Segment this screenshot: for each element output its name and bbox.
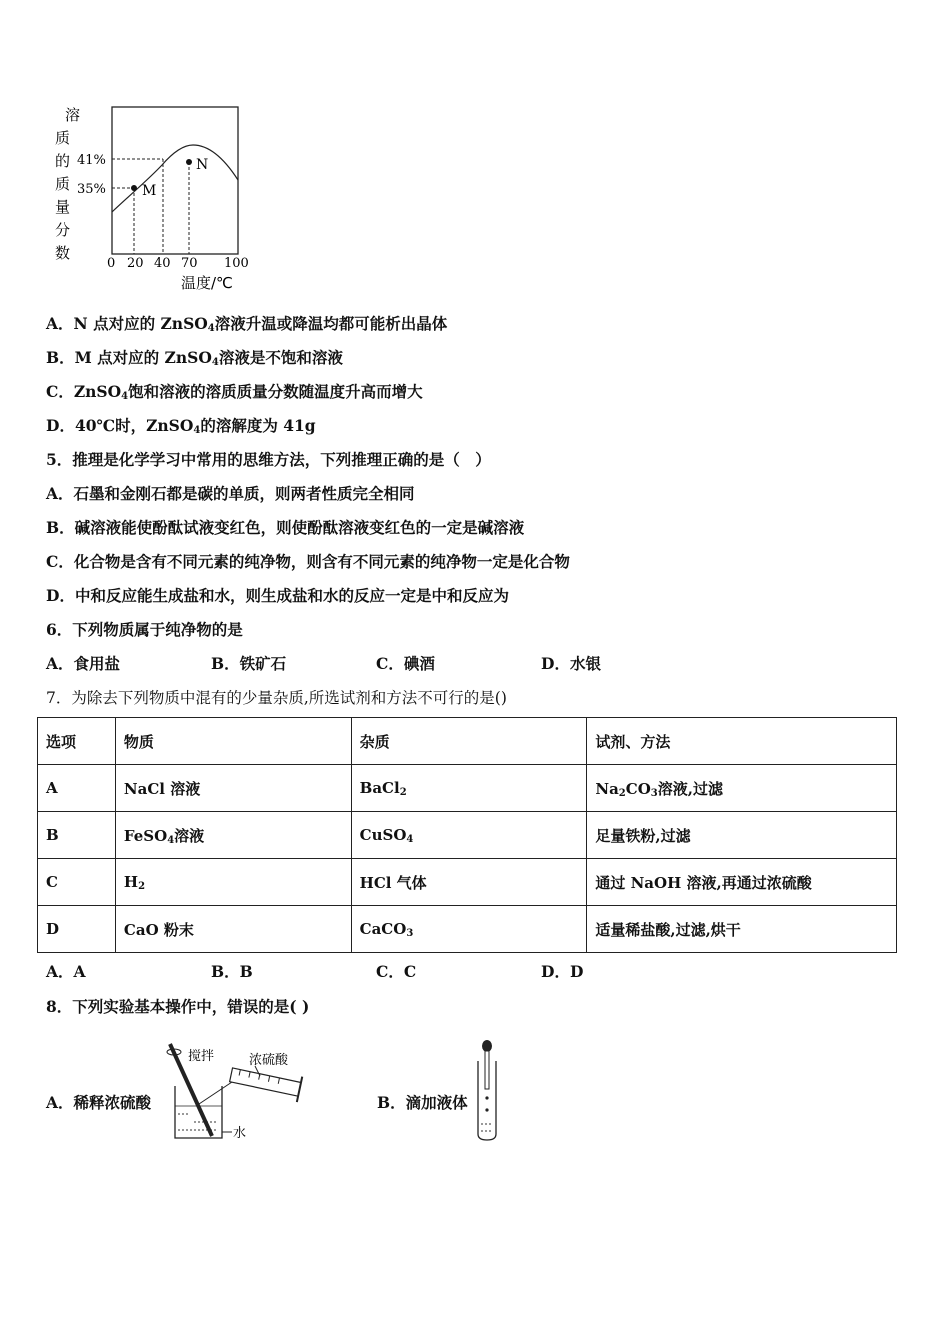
q4-option-d [46, 414, 316, 436]
ylabel-char-3: 质 [55, 175, 71, 193]
table-row [38, 906, 897, 953]
q6-option-a: A．食用盐 [46, 654, 121, 673]
solubility-chart [50, 100, 270, 304]
q4-a-pre: A．N 点对应的 ZnSO [46, 314, 208, 333]
q7-row-a-method-sub: 2 [618, 787, 626, 799]
dropper-bulb [482, 1040, 492, 1052]
q7-row-c-method: 通过 NaOH 溶液,再通过浓硫酸 [587, 859, 897, 906]
ylabel-char-1: 质 [55, 129, 71, 147]
q4-a-post: 溶液升温或降温均都可能析出晶体 [214, 314, 448, 333]
point-m-marker [131, 185, 137, 191]
q7-header-method: 试剂、方法 [587, 718, 897, 765]
q7-header-substance: 物质 [115, 718, 351, 765]
ytick-35: 35% [77, 182, 106, 197]
ylabel-char-4: 量 [55, 198, 71, 216]
q7-row-b-substance-sub: 4 [167, 834, 175, 846]
ylabel-char-0: 溶 [65, 106, 81, 124]
q7-row-a-impurity [351, 765, 587, 812]
q7-row-d-impurity-text: CaCO [359, 919, 407, 938]
q4-option-a [46, 312, 447, 334]
q7-row-b-impurity-sub: 4 [406, 833, 414, 845]
dropper-figure [470, 1036, 506, 1150]
q7-row-a-method-mid: CO [625, 779, 651, 798]
ylabel-char-5: 分 [55, 221, 71, 239]
acid-stream [196, 1082, 232, 1106]
q4-b-pre: B．M 点对应的 ZnSO [46, 348, 212, 367]
q7-option-d: D．D [541, 962, 584, 981]
xtick-0: 0 [107, 256, 116, 271]
q7-row-a-method-sub2: 3 [650, 787, 658, 799]
q7-header-impurity: 杂质 [351, 718, 587, 765]
q7-row-d-option: D [38, 906, 116, 953]
point-m-label: M [142, 183, 157, 199]
q7-row-a-substance [115, 765, 351, 812]
q7-row-d-impurity-sub: 3 [406, 927, 414, 939]
xlabel: 温度/℃ [181, 274, 233, 292]
q5-stem: 5．推理是化学学习中常用的思维方法，下列推理正确的是（ ） [46, 450, 491, 469]
q7-option-c: C．C [376, 962, 417, 981]
q7-header-option: 选项 [38, 718, 116, 765]
q8-option-b: B．滴加液体 [377, 1093, 468, 1112]
q7-row-c-substance-sub: 2 [138, 880, 146, 892]
ylabel-char-6: 数 [55, 244, 71, 262]
q7-row-b-substance [115, 812, 351, 859]
q7-option-b: B．B [211, 962, 253, 981]
q6-option-b: B．铁矿石 [211, 654, 287, 673]
q7-header-row [38, 718, 897, 765]
q4-c-sub: 4 [121, 391, 129, 402]
q7-row-d-substance: CaO 粉末 [115, 906, 351, 953]
q7-row-a-substance-text: NaCl 溶液 [123, 779, 201, 798]
q4-d-pre: D．40℃时，ZnSO [46, 416, 194, 435]
q7-row-a-method-post: 溶液,过滤 [657, 779, 723, 798]
q5-option-d: D．中和反应能生成盐和水，则生成盐和水的反应一定是中和反应为 [46, 586, 509, 605]
solubility-chart-svg [50, 100, 270, 300]
water-label: 水 [233, 1126, 247, 1141]
acid-label: 浓硫酸 [249, 1053, 289, 1068]
q4-option-b [46, 346, 343, 368]
drop [485, 1108, 488, 1111]
xtick-20: 20 [127, 256, 144, 271]
solubility-curve [112, 145, 238, 212]
dilute-acid-svg [160, 1038, 310, 1148]
q7-options [46, 960, 846, 982]
q7-row-b-impurity-text: CuSO [359, 825, 407, 844]
q4-c-pre: C．ZnSO [46, 382, 122, 401]
xtick-70: 70 [181, 256, 198, 271]
q4-c-post: 饱和溶液的溶质质量分数随温度升高而增大 [128, 382, 423, 401]
q7-row-a-method [587, 765, 897, 812]
q7-row-a-impurity-sub: 2 [399, 786, 407, 798]
q6-stem: 6．下列物质属于纯净物的是 [46, 620, 243, 639]
q7-option-a: A．A [46, 962, 86, 981]
dropper-tube [485, 1051, 489, 1089]
point-n-marker [186, 159, 192, 165]
table-row [38, 812, 897, 859]
q6-option-c: C．碘酒 [376, 654, 435, 673]
q4-option-c [46, 380, 423, 402]
chart-frame [112, 107, 238, 254]
q7-row-b-impurity [351, 812, 587, 859]
q7-stem: 7．为除去下列物质中混有的少量杂质,所选试剂和方法不可行的是() [46, 689, 507, 707]
xtick-100: 100 [224, 256, 249, 271]
table-row [38, 859, 897, 906]
q7-row-b-option: B [38, 812, 116, 859]
q8-option-a: A．稀释浓硫酸 [46, 1093, 152, 1112]
stir-label: 搅拌 [188, 1049, 215, 1064]
q7-row-b-method: 足量铁粉,过滤 [587, 812, 897, 859]
table-row [38, 765, 897, 812]
q7-row-d-method: 适量稀盐酸,过滤,烘干 [587, 906, 897, 953]
q7-row-c-option: C [38, 859, 116, 906]
acid-cylinder [228, 1062, 302, 1102]
q7-row-c-impurity: HCl 气体 [351, 859, 587, 906]
q6-options [46, 652, 846, 674]
q7-row-d-impurity [351, 906, 587, 953]
q4-d-post: 的溶解度为 41g [200, 416, 316, 435]
q7-row-a-impurity-text: BaCl [359, 778, 400, 797]
q4-a-sub: 4 [207, 323, 215, 334]
q7-row-a-option: A [38, 765, 116, 812]
q7-row-a-method-pre: Na [595, 779, 619, 798]
ylabel-char-2: 的 [55, 152, 71, 170]
drop [485, 1096, 488, 1099]
q7-table [37, 717, 897, 953]
q7-row-b-substance-post: 溶液 [174, 826, 205, 845]
q6-option-d: D．水银 [541, 654, 601, 673]
q8-stem: 8．下列实验基本操作中，错误的是( ) [46, 997, 310, 1016]
dropper-svg [470, 1036, 506, 1146]
point-n-label: N [196, 157, 209, 173]
xtick-40: 40 [154, 256, 171, 271]
q4-b-sub: 4 [211, 357, 219, 368]
q4-d-sub: 4 [193, 425, 201, 436]
dilute-acid-figure [160, 1038, 310, 1152]
q4-b-post: 溶液是不饱和溶液 [218, 348, 343, 367]
q7-row-b-substance-pre: FeSO [123, 826, 168, 845]
q7-row-c-substance [115, 859, 351, 906]
q5-option-c: C．化合物是含有不同元素的纯净物，则含有不同元素的纯净物一定是化合物 [46, 552, 570, 571]
q5-option-a: A．石墨和金刚石都是碳的单质，则两者性质完全相同 [46, 484, 415, 503]
q7-row-c-substance-pre: H [123, 872, 139, 891]
q5-option-b: B．碱溶液能使酚酞试液变红色，则使酚酞溶液变红色的一定是碱溶液 [46, 518, 525, 537]
ytick-41: 41% [77, 153, 106, 168]
